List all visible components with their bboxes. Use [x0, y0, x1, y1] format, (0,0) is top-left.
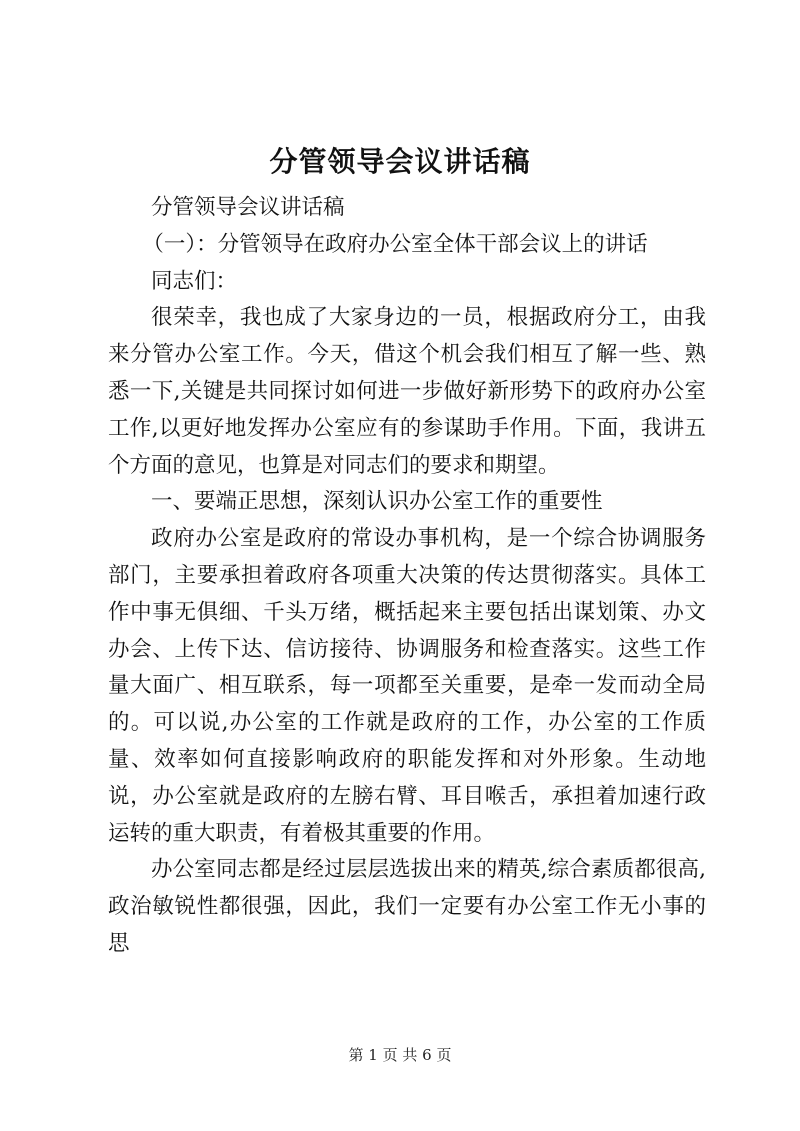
page-number-footer: 第 1 页 共 6 页: [348, 1046, 452, 1064]
section-heading-paragraph: （一）：分管领导在政府办公室全体干部会议上的讲话: [142, 231, 648, 257]
document-body: [108, 190, 706, 963]
section-heading-paragraph: 一、要端正思想，深刻认识办公室工作的重要性: [151, 489, 603, 515]
document-title: 分管领导会议讲话稿: [269, 145, 531, 178]
body-paragraph: 办公室同志都是经过层层选拔出来的精英,综合素质都很高,政治敏锐性都很强，因此，我们一定要有办公室工作无小事的思: [108, 857, 706, 956]
body-paragraph: 很荣幸，我也成了大家身边的一员，根据政府分工，由我来分管办公室工作。今天，借这个机会我们相互了解一些、熟悉一下,关键是共同探讨如何进一步做好新形势下的政府办公室工作,以更好地发挥办公室应有的参谋助手作用。下面，我讲五个方面的意见，也算是对同志们的要求和期望。: [108, 305, 706, 478]
salutation-paragraph: 同志们：: [151, 268, 238, 294]
subtitle-paragraph: 分管领导会议讲话稿: [151, 195, 345, 220]
body-paragraph: 政府办公室是政府的常设办事机构，是一个综合协调服务部门，主要承担着政府各项重大决策的传达贯彻落实。具体工作中事无俱细、千头万绪，概括起来主要包括出谋划策、办文办会、上传下达、信访接待、协调服务和检查落实。这些工作量大面广、相互联系，每一项都至关重要，是牵一发而动全局的。可以说,办公室的工作就是政府的工作，办公室的工作质量、效率如何直接影响政府的职能发挥和对外形象。生动地说，办公室就是政府的左膀右臂、耳目喉舌，承担着加速行政运转的重大职责，有着极其重要的作用。: [108, 526, 706, 846]
